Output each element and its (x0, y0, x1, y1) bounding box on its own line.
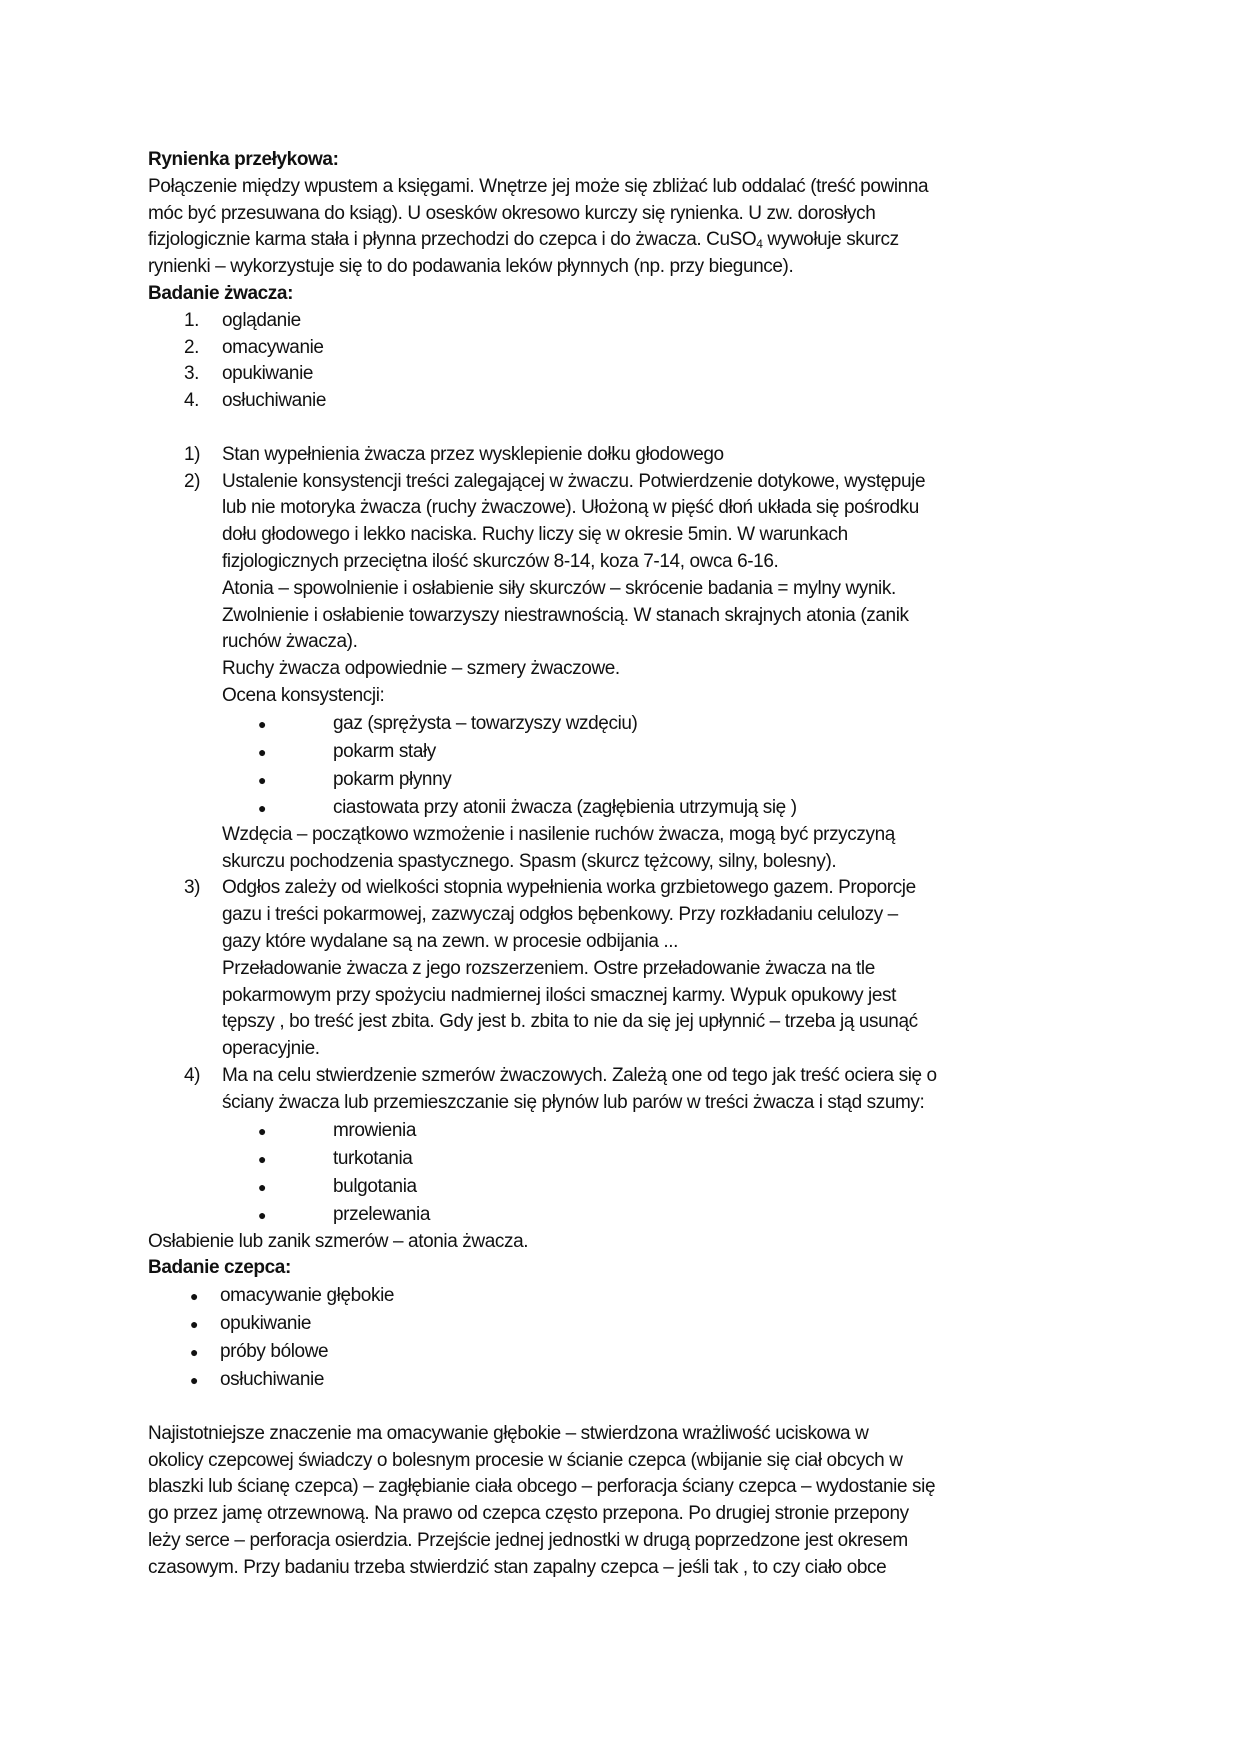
item-text: Stan wypełnienia żwacza przez wysklepienie dołku głodowego (222, 443, 724, 465)
item-number (148, 956, 222, 983)
item-number (148, 1009, 222, 1036)
item-text: Odgłos zależy od wielkości stopnia wypełnienia worka grzbietowego gazem. Proporcje (222, 877, 916, 899)
examination-line (148, 576, 1098, 603)
item-text: Ustalenie konsystencji treści zalegającej w żwaczu. Potwierdzenie dotykowe, występuje (222, 470, 926, 492)
bullet-icon: ● (190, 1288, 199, 1305)
examination-line (148, 956, 1098, 983)
method-item (148, 361, 1098, 388)
text-line (148, 227, 1098, 254)
bullet-item (148, 1201, 1098, 1229)
item-text: tępszy , bo treść jest zbita. Gdy jest b. zbita to nie da się jej upłynnić – trzeba ją usunąć (222, 1011, 918, 1033)
text-line: Połączenie między wpustem a księgami. Wnętrze jej może się zbliżać lub oddalać (treść powinna (148, 175, 929, 197)
item-text: Atonia – spowolnienie i osłabienie siły skurczów – skrócenie badania = mylny wynik. (222, 577, 896, 599)
item-number (148, 929, 222, 956)
document-page (148, 147, 1098, 1582)
bullet-icon: ● (258, 1122, 267, 1139)
bullet-text: pokarm płynny (333, 768, 452, 790)
bullet-text: gaz (sprężysta – towarzyszy wzdęciu) (333, 712, 638, 734)
text-line: leży serce – perforacja osierdzia. Przejście jednej jednostki w drugą poprzedzone jest okresem (148, 1530, 908, 1552)
item-number (148, 902, 222, 929)
method-item (148, 388, 1098, 415)
item-text: opukiwanie (222, 363, 314, 385)
heading-badanie-czepca: Badanie czepca: (148, 1257, 291, 1279)
bullet-text: przelewania (333, 1203, 430, 1225)
examination-line (148, 469, 1098, 496)
bullet-item (148, 1173, 1098, 1201)
item-number: 3. (184, 363, 200, 385)
item-text: osłuchiwanie (222, 390, 326, 412)
examination-line (148, 603, 1098, 630)
bullet-icon: ● (258, 1206, 267, 1223)
item-text: pokarmowym przy spożyciu nadmiernej ilości smacznej karmy. Wypuk opukowy jest (222, 984, 897, 1006)
subscript: 4 (756, 237, 763, 252)
item-text: ruchów żwacza). (222, 631, 358, 653)
item-text: Ruchy żwacza odpowiednie – szmery żwaczowe. (222, 658, 620, 680)
bullet-text: próby bólowe (220, 1341, 329, 1363)
methods-list (148, 308, 1098, 415)
item-text: Zwolnienie i osłabienie towarzyszy niestrawnością. W stanach skrajnych atonia (zanik (222, 604, 909, 626)
method-item (148, 308, 1098, 335)
item-text: gazy które wydalane są na zewn. w procesie odbijania ... (222, 930, 679, 952)
examination-line (148, 875, 1098, 902)
item-number: 2) (184, 470, 201, 492)
czepiec-methods-list (148, 1282, 1098, 1394)
bullet-item (148, 738, 1098, 766)
bullet-item (148, 794, 1098, 822)
blank-line (148, 415, 1098, 442)
item-text: dołu głodowego i lekko naciska. Ruchy liczy się w okresie 5min. W warunkach (222, 524, 848, 546)
item-text: ściany żwacza lub przemieszczanie się płynów lub parów w treści żwacza i stąd szumy: (222, 1091, 925, 1113)
item-text: operacyjnie. (222, 1038, 320, 1060)
bullet-icon: ● (258, 743, 267, 760)
examination-line (148, 929, 1098, 956)
heading-rynienka: Rynienka przełykowa: (148, 149, 339, 170)
closing-text: Osłabienie lub zanik szmerów – atonia żwacza. (148, 1230, 529, 1252)
bullet-icon: ● (258, 1150, 267, 1167)
item-number (148, 576, 222, 603)
text-fragment: fizjologicznie karma stała i płynna przechodzi do czepca i do żwacza. CuSO (148, 229, 757, 251)
indent (148, 822, 222, 849)
examination-line (148, 495, 1098, 522)
examination-line (148, 1090, 1098, 1117)
bullet-item (148, 1366, 1098, 1394)
bullet-text: mrowienia (333, 1119, 416, 1141)
bullet-icon: ● (258, 799, 267, 816)
bullet-item (148, 1117, 1098, 1145)
item-text: Ocena konsystencji: (222, 684, 385, 706)
text-line: go przez jamę otrzewnową. Na prawo od czepca często przepona. Po drugiej stronie przepony (148, 1503, 909, 1525)
examination-list (148, 442, 1098, 1229)
bullet-item (148, 710, 1098, 738)
bullet-text: osłuchiwanie (220, 1369, 324, 1391)
bullet-item (148, 1145, 1098, 1173)
indent (148, 849, 222, 876)
text-line: rynienki – wykorzystuje się to do podawania leków płynnych (np. przy biegunce). (148, 256, 794, 278)
bullet-text: pokarm stały (333, 740, 436, 762)
text-line: Najistotniejsze znaczenie ma omacywanie głębokie – stwierdzona wrażliwość uciskowa w (148, 1422, 869, 1444)
item-number: 3) (184, 877, 201, 899)
item-number (148, 522, 222, 549)
item-number: 1) (184, 443, 201, 465)
examination-line (148, 822, 1098, 849)
text-line: okolicy czepcowej świadczy o bolesnym procesie w ścianie czepca (wbijanie się ciał obcych w (148, 1449, 903, 1471)
item-text: fizjologicznych przeciętna ilość skurczów 8-14, koza 7-14, owca 6-16. (222, 550, 779, 572)
bullet-item (148, 1338, 1098, 1366)
bullet-text: bulgotania (333, 1175, 417, 1197)
examination-line (148, 1009, 1098, 1036)
bullet-item (148, 1310, 1098, 1338)
item-text: omacywanie (222, 336, 324, 358)
bullet-icon: ● (190, 1316, 199, 1333)
text-line: czasowym. Przy badaniu trzeba stwierdzić stan zapalny czepca – jeśli tak , to czy ciało obce (148, 1556, 887, 1578)
bullet-icon: ● (190, 1372, 199, 1389)
bullet-text: omacywanie głębokie (220, 1285, 395, 1307)
bullet-text: turkotania (333, 1147, 413, 1169)
examination-line (148, 983, 1098, 1010)
item-number (148, 629, 222, 656)
item-number (148, 495, 222, 522)
examination-line (148, 1036, 1098, 1063)
item-number: 1. (184, 309, 200, 331)
examination-line (148, 442, 1098, 469)
text-line: móc być przesuwana do ksiąg). U osesków okresowo kurczy się rynienka. U zw. dorosłych (148, 202, 876, 224)
item-number: 4) (184, 1064, 201, 1086)
heading-badanie-zwacza: Badanie żwacza: (148, 282, 293, 304)
blank-line (148, 1394, 1098, 1421)
bullet-text: opukiwanie (220, 1313, 312, 1335)
examination-line (148, 902, 1098, 929)
item-number (148, 656, 222, 683)
examination-line (148, 849, 1098, 876)
item-text: lub nie motoryka żwacza (ruchy żwaczowe). Ułożoną w pięść dłoń układa się pośrodku (222, 497, 919, 519)
item-number: 4. (184, 390, 200, 412)
item-number (148, 1090, 222, 1117)
bullet-item (148, 1282, 1098, 1310)
item-text: oglądanie (222, 309, 301, 331)
item-text: Ma na celu stwierdzenie szmerów żwaczowych. Zależą one od tego jak treść ociera się o (222, 1064, 937, 1086)
item-text: skurczu pochodzenia spastycznego. Spasm (skurcz tężcowy, silny, bolesny). (222, 850, 837, 872)
examination-line (148, 656, 1098, 683)
bullet-item (148, 766, 1098, 794)
examination-line (148, 549, 1098, 576)
examination-line (148, 1063, 1098, 1090)
item-number (148, 983, 222, 1010)
item-text: Przeładowanie żwacza z jego rozszerzeniem. Ostre przeładowanie żwacza na tle (222, 957, 875, 979)
text-line: blaszki lub ścianę czepca) – zagłębianie ciała obcego – perforacja ściany czepca – wydostanie się (148, 1476, 936, 1498)
text-fragment: wywołuje skurcz (762, 229, 899, 251)
examination-line (148, 683, 1098, 710)
item-text: Wzdęcia – początkowo wzmożenie i nasilenie ruchów żwacza, mogą być przyczyną (222, 823, 895, 845)
item-number (148, 1036, 222, 1063)
item-number (148, 549, 222, 576)
examination-line (148, 522, 1098, 549)
item-number: 2. (184, 336, 200, 358)
paragraph (148, 1421, 1098, 1582)
item-number (148, 683, 222, 710)
bullet-text: ciastowata przy atonii żwacza (zagłębienia utrzymują się ) (333, 796, 797, 818)
item-number (148, 603, 222, 630)
method-item (148, 335, 1098, 362)
bullet-icon: ● (258, 715, 267, 732)
examination-line (148, 629, 1098, 656)
bullet-icon: ● (190, 1344, 199, 1361)
item-text: gazu i treści pokarmowej, zazwyczaj odgłos bębenkowy. Przy rozkładaniu celulozy – (222, 904, 898, 926)
bullet-icon: ● (258, 771, 267, 788)
bullet-icon: ● (258, 1178, 267, 1195)
